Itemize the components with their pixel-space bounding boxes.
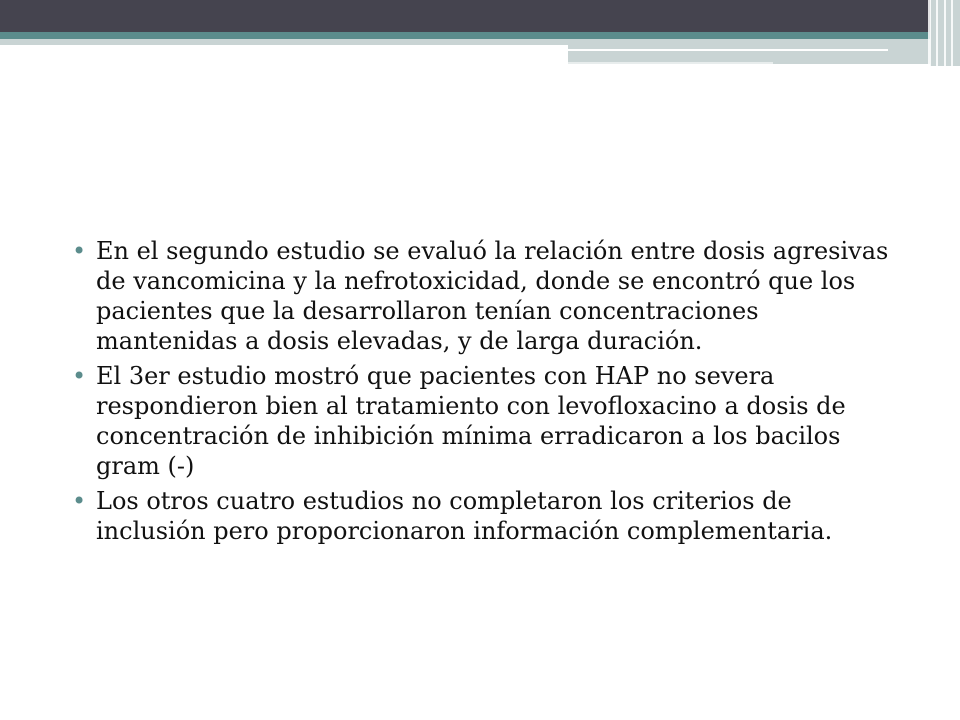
bullet-icon: • (72, 362, 87, 390)
header-step-line (568, 49, 888, 51)
header-vertical-line (944, 0, 946, 66)
header-vertical-line (928, 0, 931, 66)
bullet-item (72, 361, 902, 481)
bullet-icon: • (72, 487, 87, 515)
header-teal-stripe (0, 32, 960, 39)
header-step-block (568, 44, 960, 64)
header-step-line-lower (568, 62, 773, 64)
header-vertical-line (936, 0, 938, 66)
bullet-list (72, 236, 902, 546)
slide-body (72, 236, 902, 551)
bullet-text: Los otros cuatro estudios no completaron los criterios de inclusión pero proporcionaron información complementaria. (96, 487, 833, 545)
header-vertical-line (951, 0, 953, 66)
bullet-icon: • (72, 237, 87, 265)
bullet-text: En el segundo estudio se evaluó la relación entre dosis agresivas de vancomicina y la nefrotoxicidad, donde se encontró que los pacientes que la desarrollaron tenían concentraciones mantenidas a dosis elevadas, y de larga duración. (96, 237, 889, 355)
header-dark-band (0, 0, 960, 32)
bullet-item (72, 236, 902, 356)
bullet-text: El 3er estudio mostró que pacientes con HAP no severa respondieron bien al tratamiento con levofloxacino a dosis de concentración de inhibición mínima erradicaron a los bacilos gram (-) (96, 362, 846, 480)
bullet-item (72, 486, 902, 546)
